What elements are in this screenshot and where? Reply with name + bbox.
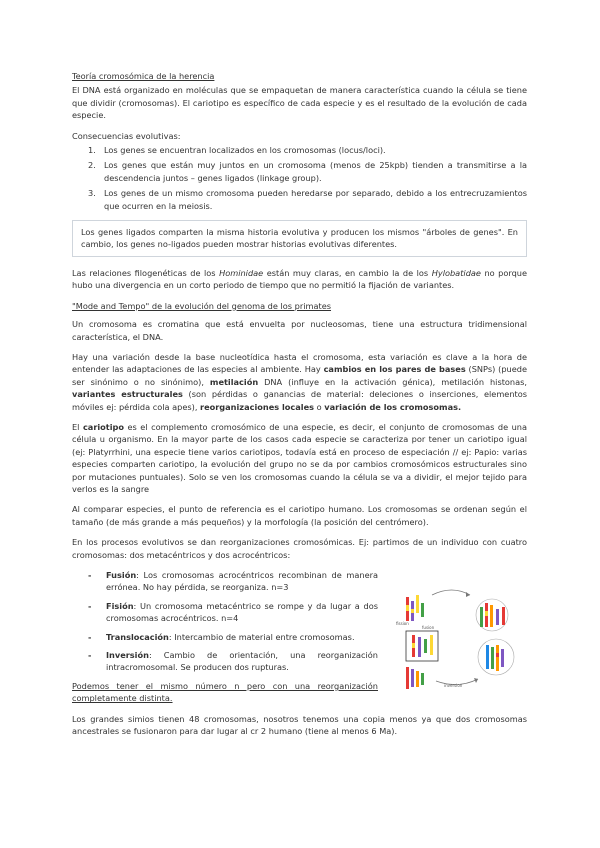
list-item: - Translocación: Intercambio de material entre cromosomas. xyxy=(88,631,355,642)
paragraph-phylogeny: Las relaciones filogenéticas de los Hominidae están muy claras, en cambio la de los Hylobatidae no porque hubo una divergencia en un corto periodo de tiempo que no permitió la fijación de variantes. xyxy=(72,267,527,291)
list-item xyxy=(72,159,527,184)
list-number: 3. xyxy=(88,188,96,199)
list-number: 1. xyxy=(88,145,96,156)
taxon-hylobatidae: Hylobatidae xyxy=(431,267,481,278)
paragraph-cromosoma: Un cromosoma es cromatina que está envuelta por nucleosomas, tiene una estructura tridimensional característica, el DNA. xyxy=(72,319,527,342)
list-item: - Inversión: Cambio de orientación, una reorganización intracromosomal. Se producen dos rupturas. xyxy=(88,650,378,673)
paragraph-mismo-numero: Podemos tener el mismo número n pero con una reorganización completamente distinta. xyxy=(72,680,378,704)
list-item: - Fisión: Un cromosoma metacéntrico se rompe y da lugar a dos cromosomas acrocéntricos. n=4 xyxy=(88,600,378,624)
paragraph-grandes-simios: Los grandes simios tienen 48 cromosomas, nosotros tenemos una copia menos ya que dos cromosomas ancestrales se fusionaron para dar lugar al cr 2 humano (tiene al menos 6 Ma). xyxy=(72,713,527,737)
consequences-list xyxy=(72,144,527,212)
list-item: - Fusión: Los cromosomas acrocéntricos recombinan de manera errónea. No hay pérdida, se reorganiza. n=3 xyxy=(88,570,378,593)
callout-box: Los genes ligados comparten la misma historia evolutiva y producen los mismos "árboles de genes". En cambio, los genes no-ligados pueden mostrar historias evolutivas diferentes. xyxy=(72,220,527,257)
list-number: 2. xyxy=(88,160,96,171)
list-text: Los genes se encuentran localizados en los cromosomas (locus/loci). xyxy=(104,145,386,156)
list-item xyxy=(72,144,527,156)
section-heading-mode-tempo: "Mode and Tempo" de la evolución del genoma de los primates xyxy=(72,300,332,311)
taxon-hominidae: Hominidae xyxy=(219,267,264,278)
chromosome-rearrangement-figure xyxy=(392,585,526,695)
paragraph-intro: El DNA está organizado en moléculas que se empaquetan de manera característica cuando la célula se tiene que dividir (cromosomas). El cariotipo es específico de cada especie y es el resultado de la evolución de cada especie. xyxy=(72,85,527,121)
section-heading-herencia: Teoría cromosómica de la herencia xyxy=(72,71,215,81)
label-inversion: inversion xyxy=(444,683,463,688)
paragraph-cariotipo: El cariotipo es el complemento cromosómico de una especie, es decir, el conjunto de cromosomas de una célula u organismo. En la mayor parte de los casos cada especie se caracteriza por tener un cariotipo igual (ej: Platyrrhini, una especie tiene varios cariotipos, todavía está en proceso de especiación // ej: Papio: varias especies comparten cariotipo, la evolución del grupo no se da por cambios cromosómicos estructurales sino por mutaciones puntuales). Solo se ven los cromosomas cuando la célula se va a dividir, el mejor tejido para verlos es la sangre xyxy=(72,421,527,494)
list-text: Los genes de un mismo cromosoma pueden heredarse por separado, debido a los entrecruzamientos que ocurren en la meiosis. xyxy=(104,188,527,211)
list-item xyxy=(72,187,527,212)
list-text: Los genes que están muy juntos en un cromosoma (menos de 25kpb) tienden a transmitirse a la descendencia juntos – genes ligados (linkage group). xyxy=(104,160,527,183)
consequences-title: Consecuencias evolutivas: xyxy=(72,130,181,141)
paragraph-variacion: Hay una variación desde la base nucleotídica hasta el cromosoma, esta variación es clave a la hora de entender las adaptaciones de las especies al ambiente. Hay cambios en los pares de bases (SNPs) (puede ser sinónimo o no sinónimo), metilación DNA (influye en la activación génica), metilación histonas, variantes estructurales (son pérdidas o ganancias de material: deleciones o inserciones, elementos móviles ej: pérdida cola apes), reorganizaciones locales o variación de los cromosomas. xyxy=(72,351,527,412)
process-list xyxy=(72,569,378,674)
label-fission: fission xyxy=(396,621,409,626)
paragraph-comparar: Al comparar especies, el punto de referencia es el cariotipo humano. Los cromosomas se ordenan según el tamaño (de más grande a más pequeños) y la morfología (la posición del centrómero). xyxy=(72,504,527,527)
label-fusion: fusion xyxy=(422,625,435,630)
paragraph-reorganizaciones: En los procesos evolutivos se dan reorganizaciones cromosómicas. Ej: partimos de un individuo con cuatro cromosomas: dos metacéntricos y dos acrocéntricos: xyxy=(72,537,527,560)
